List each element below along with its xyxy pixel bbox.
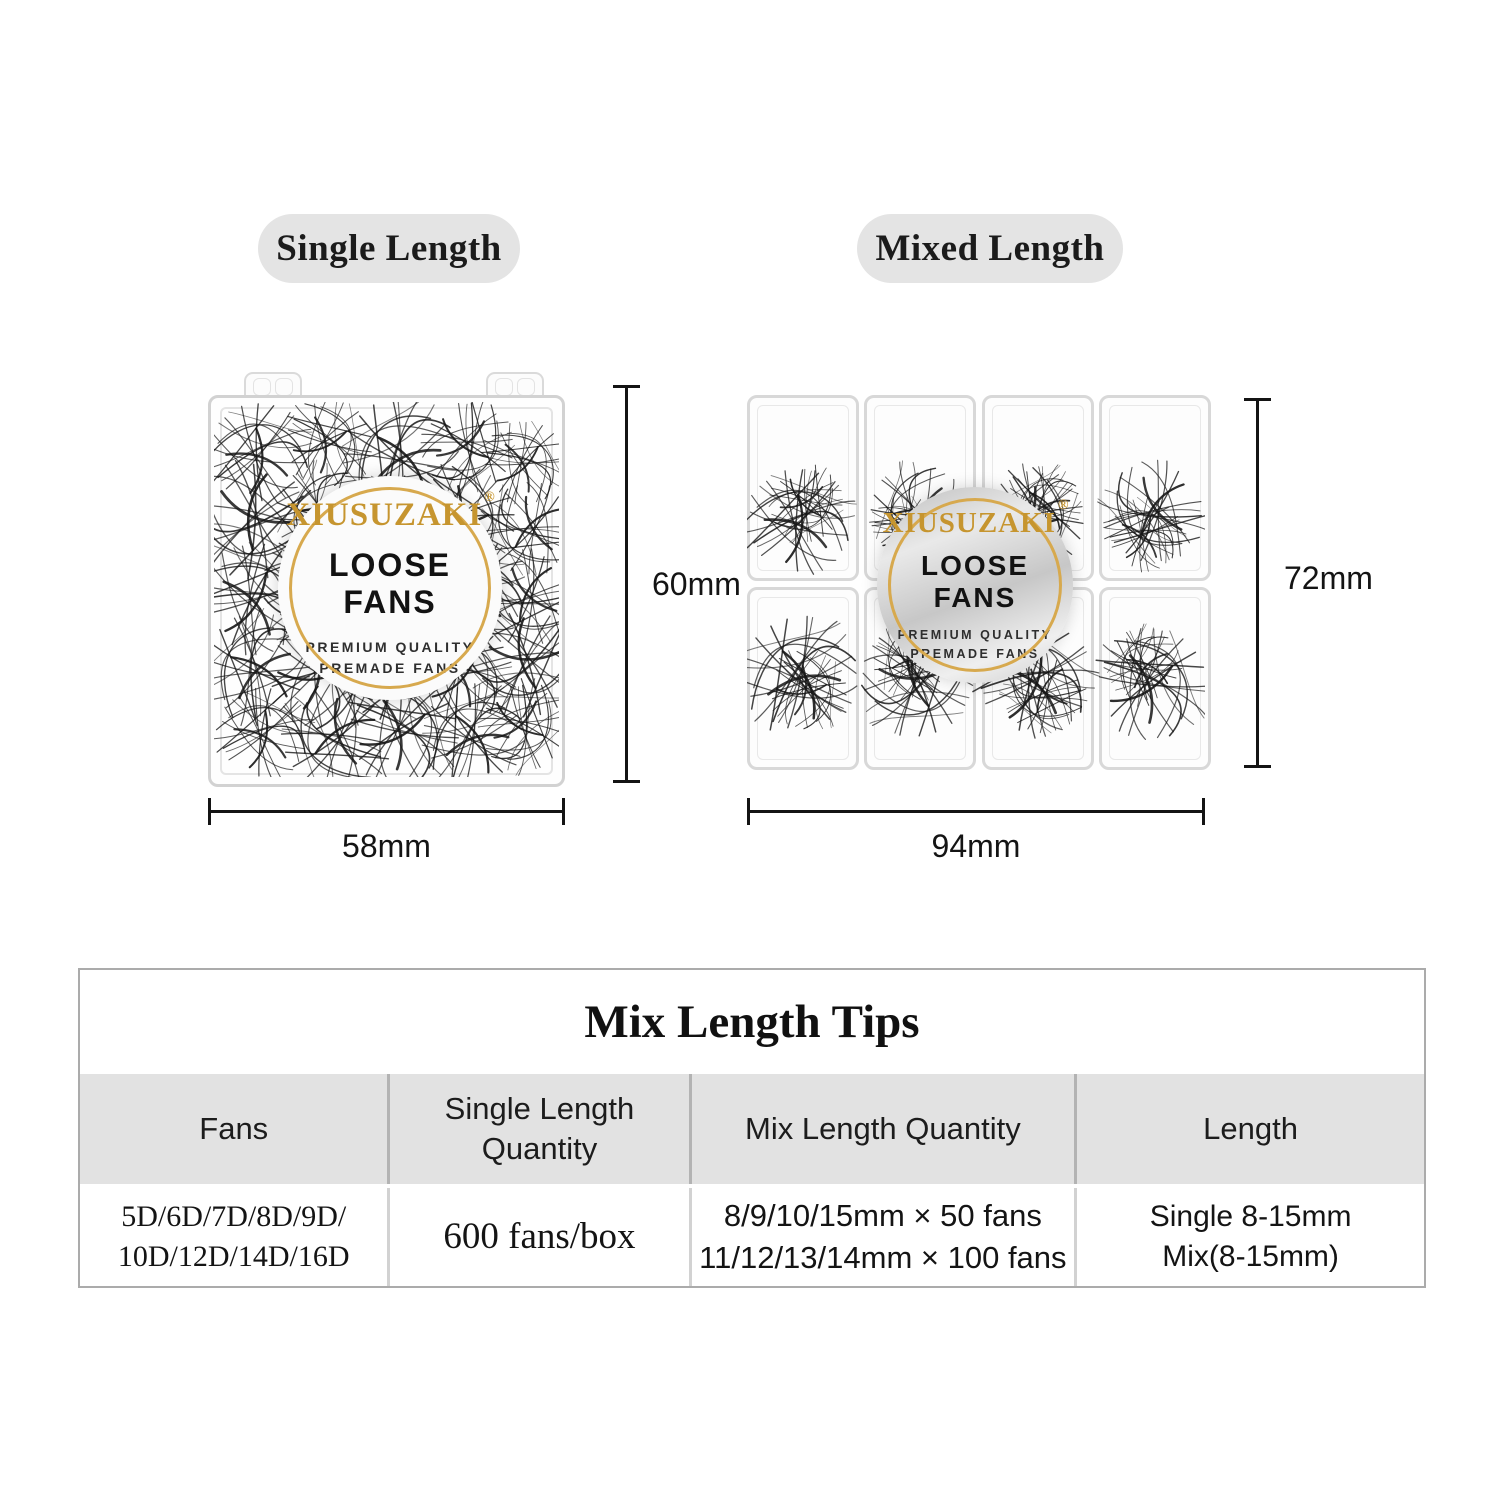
spec-table-title: Mix Length Tips bbox=[584, 996, 920, 1048]
header-line: Length bbox=[1203, 1110, 1298, 1146]
header-cell-length bbox=[1077, 1074, 1424, 1184]
product-name: LOOSE FANS bbox=[920, 549, 1029, 613]
registered-mark: ® bbox=[1057, 498, 1070, 514]
dimension-label-height-single: 60mm bbox=[652, 566, 741, 602]
tagline-line1: PREMIUM QUALITY bbox=[305, 639, 475, 655]
dimension-label-height-mixed: 72mm bbox=[1284, 560, 1373, 596]
header-line: Fans bbox=[199, 1110, 269, 1146]
data-cell-single-length-quantity bbox=[390, 1188, 691, 1286]
mixed-length-box bbox=[747, 395, 1205, 770]
tagline-line1: PREMIUM QUALITY bbox=[897, 627, 1053, 642]
cell-line: 10D/12D/14D/16D bbox=[117, 1240, 350, 1273]
brand-tagline bbox=[306, 637, 475, 679]
single-length-badge: Single Length bbox=[258, 214, 520, 283]
dimension-line-height-mixed bbox=[1256, 398, 1259, 768]
dimension-label-width-mixed: 94mm bbox=[931, 828, 1021, 864]
header-line: Quantity bbox=[481, 1131, 598, 1166]
dimension-line-width-mixed bbox=[747, 810, 1205, 813]
dimension-label-width-single: 58mm bbox=[342, 828, 431, 864]
cell-line: 600 fans/box bbox=[443, 1216, 636, 1258]
brand-name: XIUSUZAKI® bbox=[882, 498, 1070, 539]
spec-table bbox=[78, 968, 1426, 1288]
header-line: Mix Length Quantity bbox=[745, 1110, 1021, 1146]
cell-line: 11/12/13/14mm × 100 fans bbox=[699, 1240, 1067, 1275]
brand-name: XIUSUZAKI ® bbox=[286, 490, 496, 533]
registered-mark: ® bbox=[484, 490, 496, 505]
dimension-line-width-single bbox=[208, 810, 565, 813]
data-cell-mix-length-quantity bbox=[692, 1188, 1078, 1286]
header-cell-mix-length-quantity bbox=[692, 1074, 1078, 1184]
cell-line: Single 8-15mm bbox=[1149, 1199, 1352, 1233]
tagline-line2: PREMADE FANS bbox=[910, 646, 1040, 661]
dimension-line-height-single bbox=[625, 385, 628, 783]
header-line: Single Length bbox=[444, 1090, 635, 1126]
data-cell-length bbox=[1077, 1188, 1424, 1286]
single-length-box bbox=[208, 372, 565, 787]
tagline-line2: PREMADE FANS bbox=[319, 660, 461, 676]
header-cell-fans bbox=[80, 1074, 390, 1184]
product-name: LOOSE FANS bbox=[328, 547, 451, 620]
cell-line: 8/9/10/15mm × 50 fans bbox=[723, 1198, 1042, 1234]
header-cell-single-length-quantity bbox=[390, 1074, 691, 1184]
spec-table-header-row bbox=[80, 1074, 1424, 1188]
single-box-label bbox=[278, 476, 502, 700]
data-cell-fans bbox=[80, 1188, 390, 1286]
cell-line: Mix(8-15mm) bbox=[1162, 1240, 1339, 1273]
spec-table-data-row bbox=[80, 1188, 1424, 1286]
mixed-length-badge: Mixed Length bbox=[857, 214, 1123, 283]
brand-tagline bbox=[898, 626, 1053, 664]
cell-line: 5D/6D/7D/8D/9D/ bbox=[121, 1199, 347, 1233]
mixed-box-label bbox=[877, 487, 1073, 683]
